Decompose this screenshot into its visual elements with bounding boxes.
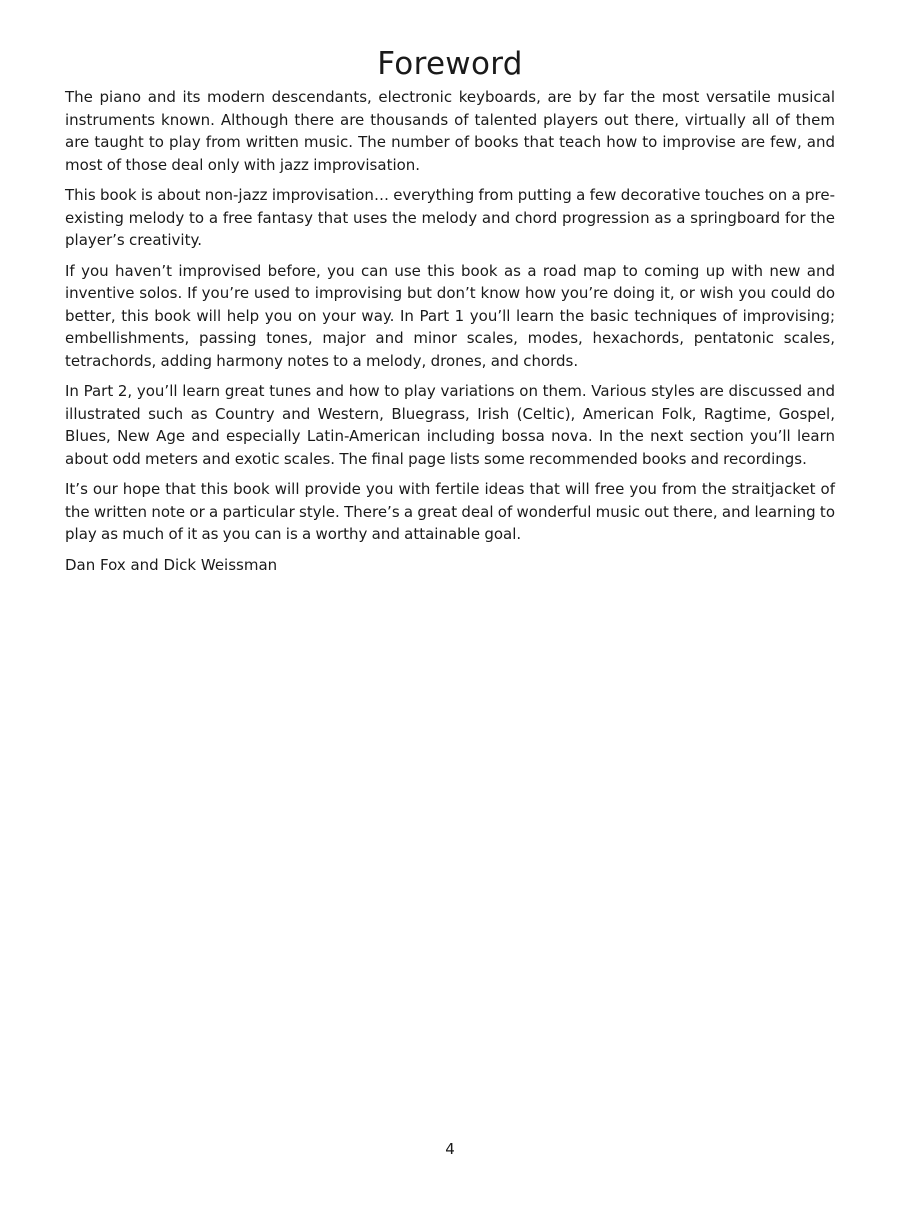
paragraph-4: In Part 2, you’ll learn great tunes and how to play variations on them. Various styles are discussed and illustrated such as Country and Western, Bluegrass, Irish (Celtic), American Folk, Ragtime, Gospel, Blues, New Age and especially Latin-American including bossa nova. In the next section you’ll learn about odd meters and exotic scales. The final page lists some recommended books and recordings. (65, 382, 835, 468)
paragraph-2: This book is about non-jazz improvisation… everything from putting a few decorative touches on a pre-existing melody to a free fantasy that uses the melody and chord progression as a springboard for the player’s creativity. (65, 186, 835, 249)
foreword-body (65, 86, 835, 576)
paragraph-5: It’s our hope that this book will provide you with fertile ideas that will free you from the straitjacket of the written note or a particular style. There’s a great deal of wonderful music out there, and learning to play as much of it as you can is a worthy and attainable goal. (65, 480, 835, 543)
page-number: 4 (445, 1140, 455, 1158)
page-title: Foreword (377, 46, 523, 82)
author-signature: Dan Fox and Dick Weissman (65, 555, 278, 574)
paragraph-3: If you haven’t improvised before, you can use this book as a road map to coming up with new and inventive solos. If you’re used to improvising but don’t know how you’re doing it, or wish you could do better, this book will help you on your way. In Part 1 you’ll learn the basic techniques of improvising; embellishments, passing tones, major and minor scales, modes, hexachords, pentatonic scales, tetrachords, adding harmony notes to a melody, drones, and chords. (65, 261, 835, 370)
paragraph-1: The piano and its modern descendants, electronic keyboards, are by far the most versatile musical instruments known. Although there are thousands of talented players out there, virtually all of them are taught to play from written music. The number of books that teach how to improvise are few, and most of those deal only with jazz improvisation. (65, 88, 835, 174)
